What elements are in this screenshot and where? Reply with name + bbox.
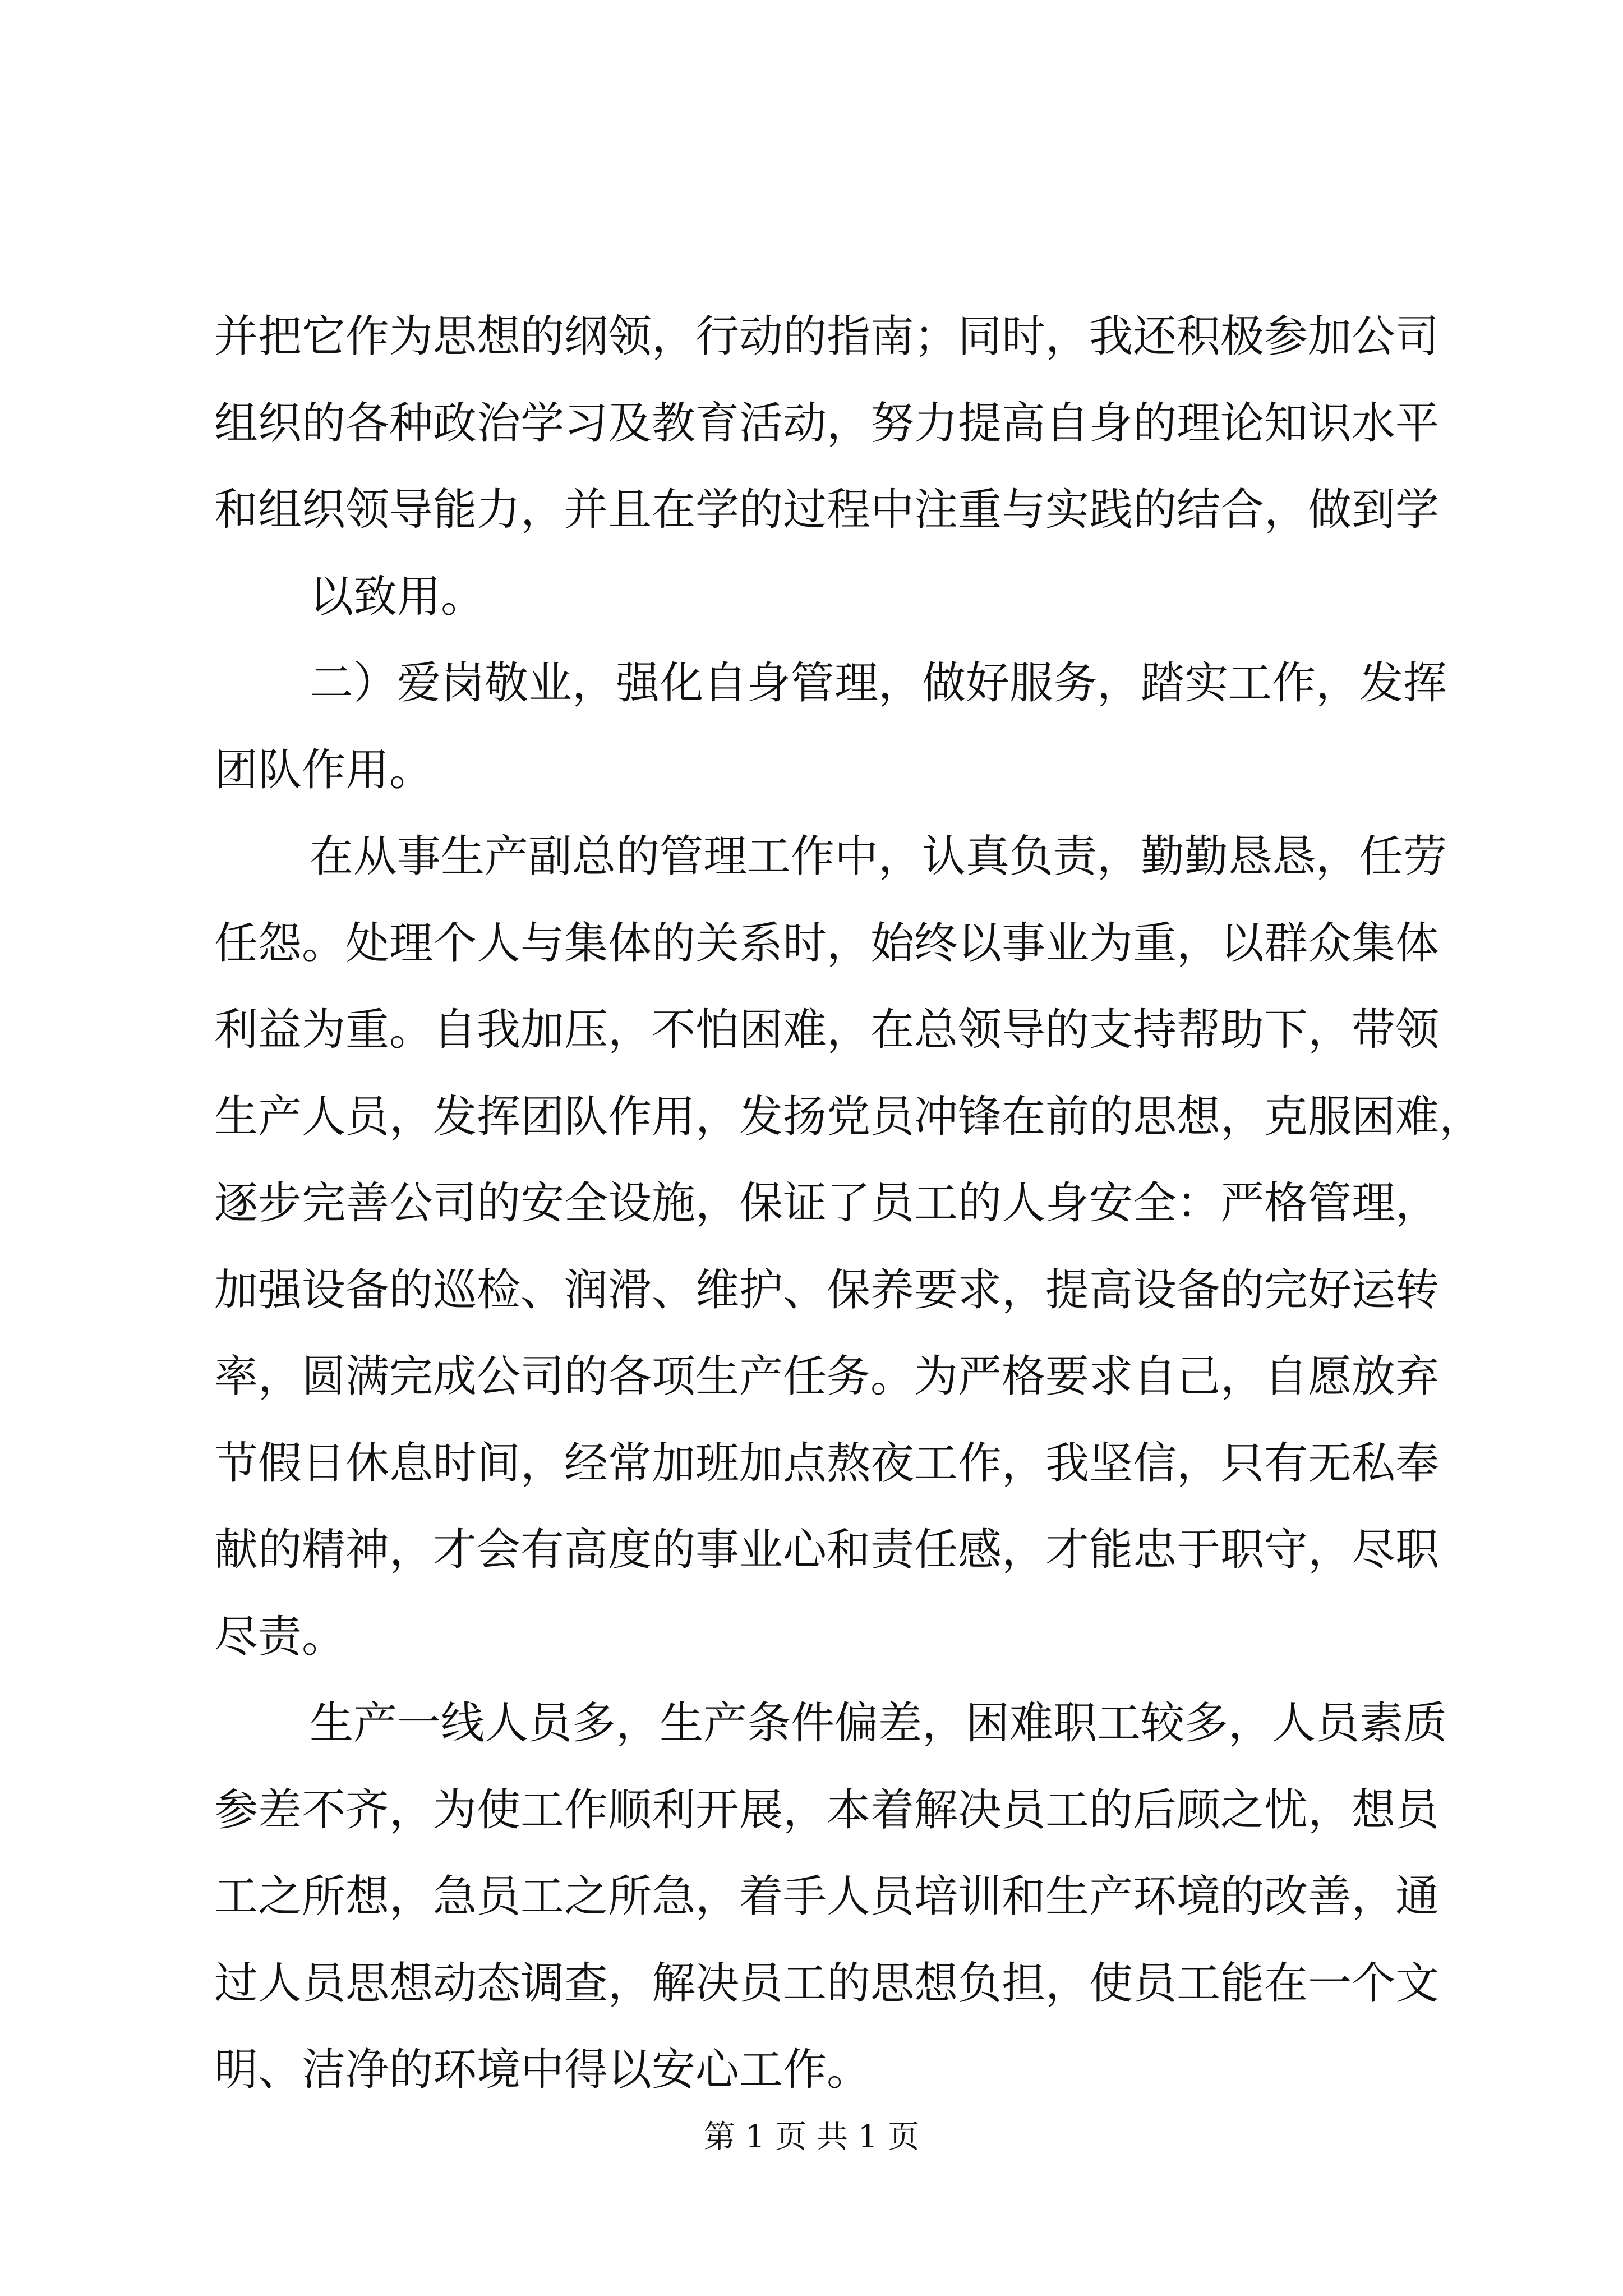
text-line: 生产一线人员多，生产条件偏差，困难职工较多，人员素质 — [310, 1698, 1447, 1749]
text-line: 率，圆满完成公司的各项生产任务。为严格要求自己，自愿放弃 — [214, 1351, 1440, 1402]
text-line: 献的精神，才会有高度的事业心和责任感，才能忠于职守，尽职 — [214, 1525, 1440, 1575]
text-line: 生产人员，发挥团队作用，发扬党员冲锋在前的思想，克服困难， — [214, 1092, 1483, 1142]
text-line: 团队作用。 — [214, 745, 434, 795]
text-line: 过人员思想动态调查，解决员工的思想负担，使员工能在一个文 — [214, 1958, 1440, 2009]
text-line: 和组织领导能力，并且在学的过程中注重与实践的结合，做到学 — [214, 485, 1440, 535]
text-line: 组织的各种政治学习及教育活动，努力提高自身的理论知识水平 — [214, 398, 1440, 449]
text-line: 工之所想，急员工之所急，着手人员培训和生产环境的改善，通 — [214, 1871, 1440, 1922]
text-line: 以致用。 — [310, 572, 485, 622]
text-line: 在从事生产副总的管理工作中，认真负责，勤勤恳恳，任劳 — [310, 831, 1447, 882]
text-line: 节假日休息时间，经常加班加点熬夜工作，我坚信，只有无私奉 — [214, 1438, 1440, 1489]
text-line: 明、洁净的环境中得以安心工作。 — [214, 2045, 871, 2095]
text-line: 利益为重。自我加压，不怕困难，在总领导的支持帮助下，带领 — [214, 1005, 1440, 1055]
text-line: 逐步完善公司的安全设施，保证了员工的人身安全：严格管理， — [214, 1178, 1440, 1228]
page-footer: 第 1 页 共 1 页 — [703, 2119, 920, 2155]
text-line: 并把它作为思想的纲领，行动的指南；同时，我还积极参加公司 — [214, 311, 1440, 362]
text-line: 任怨。处理个人与集体的关系时，始终以事业为重，以群众集体 — [214, 918, 1440, 969]
section-heading: 二）爱岗敬业，强化自身管理，做好服务，踏实工作，发挥 — [310, 658, 1447, 708]
text-line: 参差不齐，为使工作顺利开展，本着解决员工的后顾之忧，想员 — [214, 1785, 1440, 1835]
text-line: 加强设备的巡检、润滑、维护、保养要求，提高设备的完好运转 — [214, 1265, 1440, 1315]
text-line: 尽责。 — [214, 1612, 346, 1662]
